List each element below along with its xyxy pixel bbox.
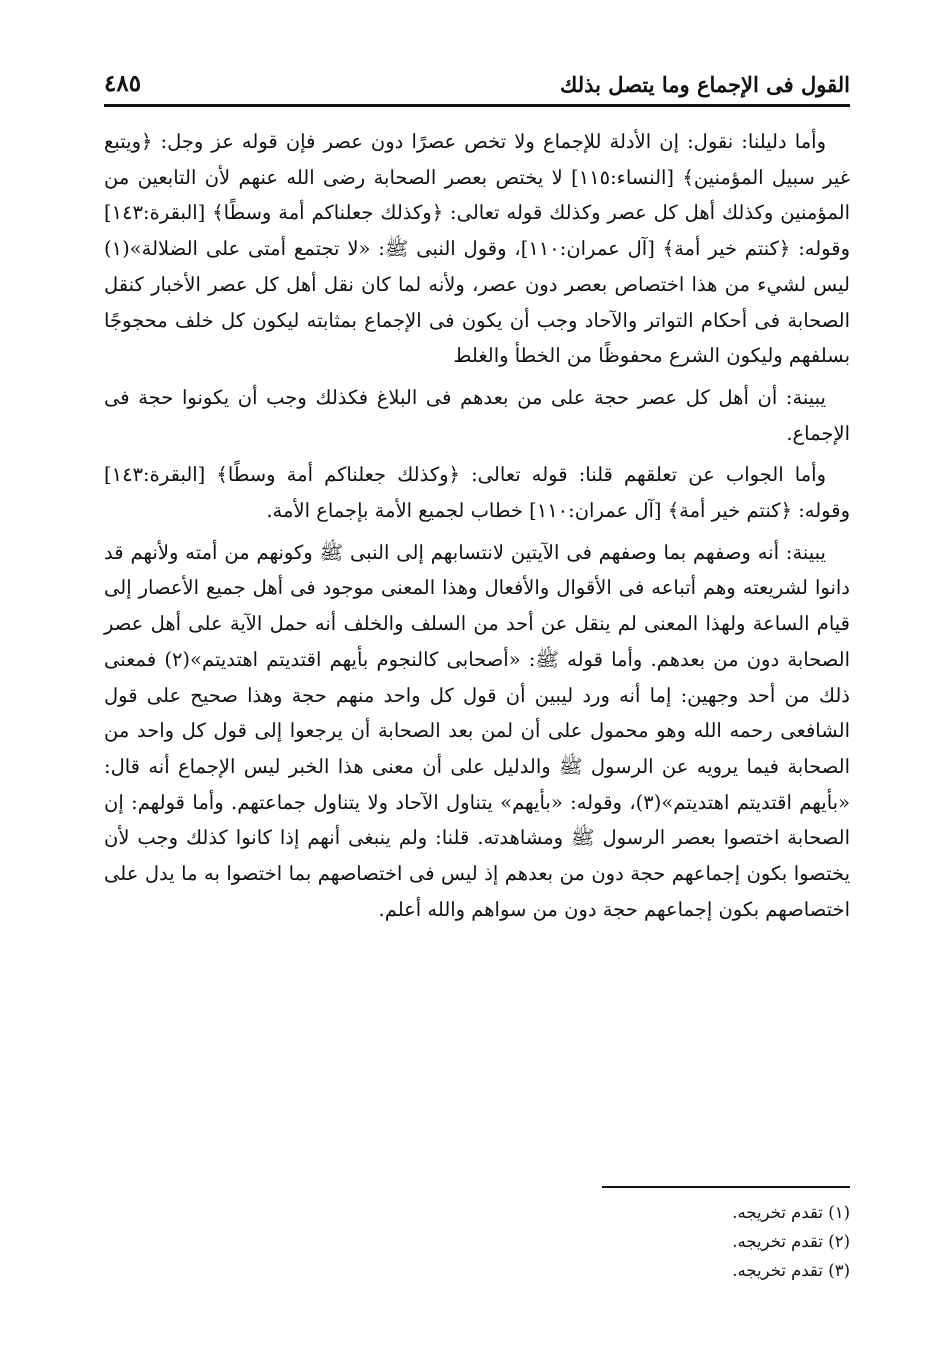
paragraph: يبينة: أن أهل كل عصر حجة على من بعدهم فى البلاغ فكذلك وجب أن يكونوا حجة فى الإجماع. [104,385,850,445]
footnote-item: (٣) تقدم تخريجه. [732,1261,850,1280]
footnote-item: (٢) تقدم تخريجه. [732,1232,850,1251]
paragraph: وأما الجواب عن تعلقهم قلنا: قوله تعالى: ﴿وكذلك جعلناكم أمة وسطًا﴾ [البقرة:١٤٣] وقوله: ﴿كنتم خير أمة﴾ [آل عمران:١١٠] خطاب لجميع الأمة بإجماع الأمة. [104,463,850,523]
main-text [104,124,850,927]
page-number: ٤٨٥ [104,70,142,97]
footnote-item: (١) تقدم تخريجه. [732,1203,850,1222]
footnotes [104,1198,850,1285]
footnote-rule [602,1186,850,1188]
header-title: القول فى الإجماع وما يتصل بذلك [560,72,850,97]
running-header [104,66,850,102]
paragraph: يبينة: أنه وصفهم بما وصفهم فى الآيتين لانتسابهم إلى النبى ﷺ وكونهم من أمته ولأنهم قد دانوا لشريعته وهم أتباعه فى الأقوال والأفعال وهذا المعنى موجود فى أهل جميع الأعصار إلى قيام الساعة ولهذا المعنى لم ينقل عن أحد من السلف والخلف أنه حمل الآية على أهل عصر الصحابة دون من بعدهم. وأما قوله ﷺ: «أصحابى كالنجوم بأيهم اقتديتم اهتديتم»(٢) فمعنى ذلك من أحد وجهين: إما أنه ورد ليبين أن قول كل واحد منهم حجة وهذا صحيح على قول الشافعى رحمه الله وهو محمول على أن لمن بعد الصحابة أن يرجعوا إلى قول كل واحد من الصحابة فيما يرويه عن الرسول ﷺ والدليل على أن معنى هذا الخبر ليس الإجماع أنه قال: «بأيهم اقتديتم اهتديتم»(٣)، وقوله: «بأيهم» يتناول الآحاد ولا يتناول جماعتهم. وأما قولهم: إن الصحابة اختصوا بعصر الرسول ﷺ ومشاهدته. قلنا: ولم ينبغى أنهم إذا كانوا كذلك وجب لأن يختصوا بكون إجماعهم حجة دون من بعدهم إذ ليس فى اختصاصهم بما اختصوا به ما يدل على اختصاصهم بكون إجماعهم حجة دون من سواهم والله أعلم. [104,540,850,921]
header-rule [104,104,850,107]
paragraph: وأما دليلنا: نقول: إن الأدلة للإجماع ولا تخص عصرًا دون عصر فإن قوله عز وجل: ﴿ويتبع غير سبيل المؤمنين﴾ [النساء:١١٥] لا يختص بعصر الصحابة رضى الله عنهم لأن التابعين من المؤمنين وكذلك أهل كل عصر وكذلك قوله تعالى: ﴿وكذلك جعلناكم أمة وسطًا﴾ [البقرة:١٤٣] وقوله: ﴿كنتم خير أمة﴾ [آل عمران:١١٠]، وقول النبى ﷺ: «لا تجتمع أمتى على الضلالة»(١) ليس لشيء من هذا اختصاص بعصر دون عصر، ولأنه لما كان نقل أهل كل عصر الأخبار كنقل الصحابة فى أحكام التواتر والآحاد وجب أن يكون فى الإجماع بمثابته ليكون كل خلف محجوجًا بسلفهم وليكون الشرع محفوظًا من الخطأ والغلط [104,130,850,368]
